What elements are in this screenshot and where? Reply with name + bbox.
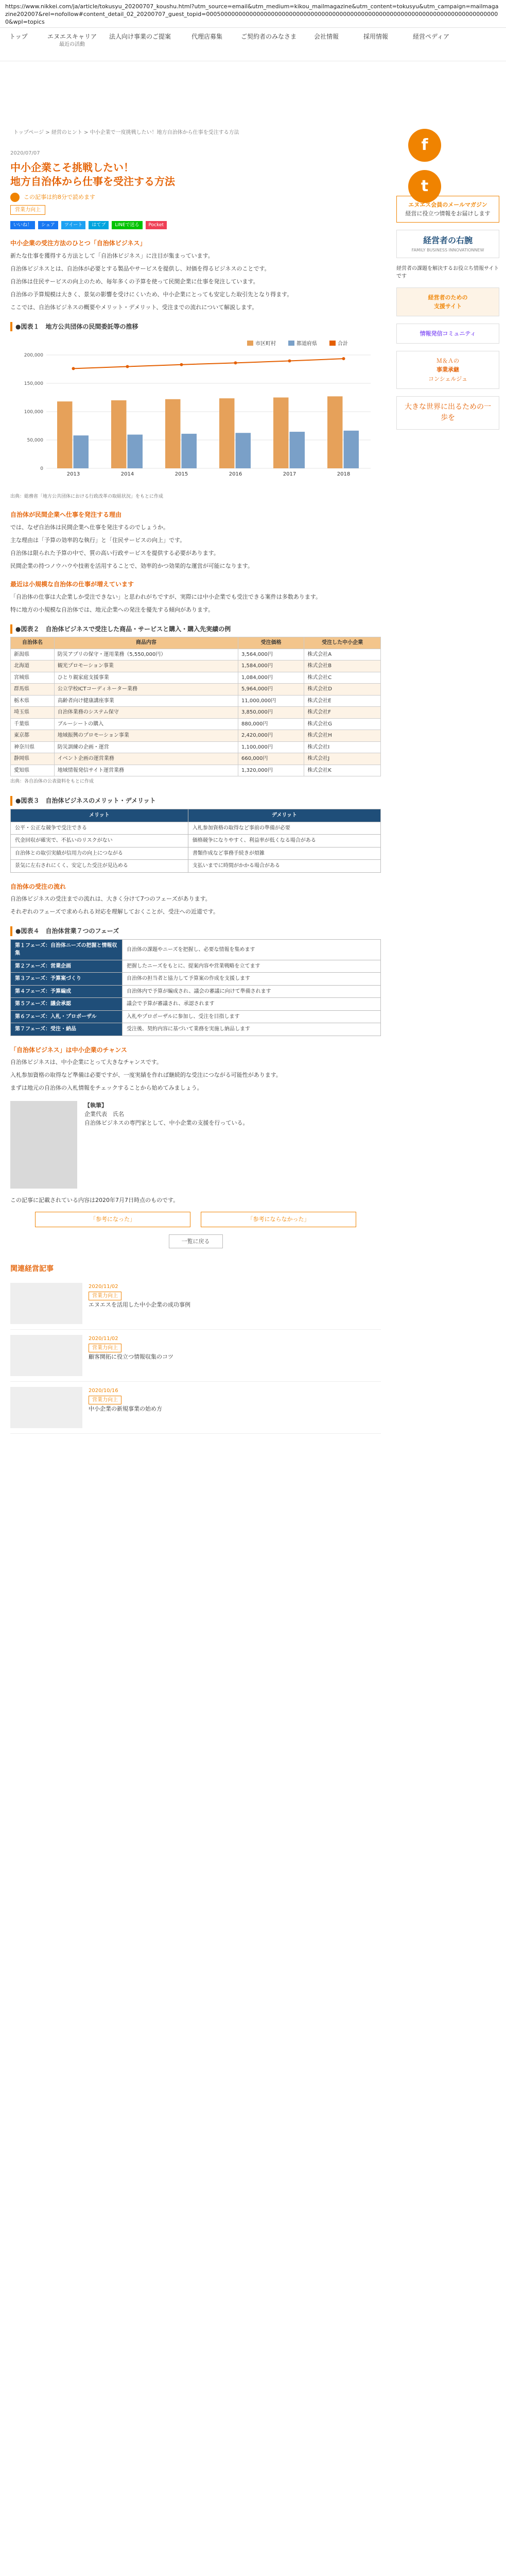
section-heading: 自治体の受注の流れ	[10, 883, 66, 890]
table-cell: 群馬県	[11, 684, 55, 696]
table-cell: 株式会社B	[304, 660, 381, 672]
table-row	[11, 649, 381, 660]
back-row	[10, 1234, 381, 1248]
related-thumbnail	[10, 1335, 82, 1376]
merit-header: メリット	[11, 809, 188, 822]
related-tag[interactable]: 営業力向上	[89, 1396, 121, 1405]
article	[10, 149, 381, 1434]
title-line-2: 地方自治体から仕事を受注する方法	[10, 175, 175, 188]
table-cell: 2,420,000円	[238, 730, 304, 742]
support-line-2: 支援サイト	[433, 303, 462, 310]
share-button[interactable]: シェア	[38, 221, 58, 229]
table-note: 出典：各自治体の公表資料をもとに作成	[10, 779, 94, 785]
phase-desc: 把握したニーズをもとに、提案内容や営業戦略を立てます	[123, 960, 381, 973]
related-item[interactable]	[10, 1382, 381, 1434]
line-point	[126, 365, 129, 368]
line-point	[342, 358, 345, 361]
table-cell: 株式会社A	[304, 649, 381, 660]
twitter-icon[interactable]: t	[408, 170, 441, 203]
nav-item-label: 会社情報	[314, 33, 339, 40]
nav-item-recruit[interactable]	[363, 33, 388, 41]
related-date: 2020/11/02	[89, 1284, 118, 1290]
table-cell: 観光プロモーション事業	[54, 660, 238, 672]
table-row	[11, 730, 381, 742]
mail-magazine-banner[interactable]	[396, 196, 499, 223]
reading-time	[10, 193, 381, 202]
paragraph: 特に地方の小規模な自治体では、地元企業への発注を優先する傾向があります。	[10, 606, 214, 613]
partner-title: 経営者の右腕	[423, 235, 473, 246]
table-cell: 1,100,000円	[238, 741, 304, 753]
nav-item-label: 代理店募集	[191, 33, 223, 40]
chart-note: 出典：総務省「地方公共団体における行政改革の取組状況」をもとに作成	[10, 494, 164, 500]
demerit-item: 書類作成など事務手続きが煩雑	[188, 847, 380, 860]
bottom-banner[interactable]: 大きな世界に出るための一歩を	[396, 396, 499, 430]
bar	[273, 398, 289, 469]
paragraph: ここでは、自治体ビジネスの概要やメリット・デメリット、受注までの流れについて解説します。	[10, 303, 258, 311]
related-title[interactable]: 顧客開拓に役立つ情報収集のコツ	[89, 1353, 173, 1361]
bar	[128, 435, 143, 468]
related-title[interactable]: エヌエスを活用した中小企業の成功事例	[89, 1301, 190, 1309]
related-item[interactable]	[10, 1330, 381, 1382]
table-header: 商品内容	[54, 637, 238, 649]
support-line-1: 経営者のための	[428, 294, 468, 301]
paragraph: それぞれのフェーズで求められる対応を理解しておくことが、受注への近道です。	[10, 908, 219, 916]
table-cell: 東京都	[11, 730, 55, 742]
paragraph: 自治体は限られた予算の中で、質の高い行政サービスを提供する必要があります。	[10, 550, 219, 557]
table-cell: 1,084,000円	[238, 672, 304, 684]
page-title	[10, 161, 381, 189]
related-thumbnail	[10, 1387, 82, 1428]
table-cell: 株式会社F	[304, 707, 381, 719]
related-tag[interactable]: 営業力向上	[89, 1292, 121, 1301]
support-site-banner[interactable]	[396, 287, 499, 316]
table-cell: ブルーシートの購入	[54, 718, 238, 730]
paragraph: 自治体ビジネスとは、自治体が必要とする製品やサービスを提供し、対価を得るビジネスのことです。	[10, 265, 270, 272]
nav-item-sub: 最近の活動	[59, 41, 85, 47]
table-cell: 新潟県	[11, 649, 55, 660]
not-helpful-button[interactable]: 「参考にならなかった」	[201, 1212, 356, 1227]
y-tick-label: 100,000	[24, 410, 43, 415]
author-block	[10, 1101, 381, 1189]
related-tag[interactable]: 営業力向上	[89, 1344, 121, 1353]
ma-line-2: 事業承継	[437, 366, 459, 374]
line-point	[288, 360, 291, 363]
table-row	[11, 741, 381, 753]
related-title[interactable]: 中小企業の新規事業の始め方	[89, 1405, 162, 1413]
pocket-button[interactable]: Pocket	[146, 221, 167, 229]
merit-table	[10, 809, 381, 873]
table-title: ●図表３ 自治体ビジネスのメリット・デメリット	[10, 796, 381, 806]
table-row	[11, 660, 381, 672]
paragraph: まずは地元の自治体の入札情報をチェックすることから始めてみましょう。	[10, 1084, 203, 1092]
table-cell: 1,320,000円	[238, 765, 304, 776]
paragraph: 主な理由は「予算の効率的な執行」と「住民サービスの向上」です。	[10, 537, 186, 544]
section-heading: 最近は小規模な自治体の仕事が増えています	[10, 581, 134, 588]
helpful-button[interactable]: 「参考になった」	[35, 1212, 190, 1227]
legend-swatch	[288, 341, 294, 346]
author-name: 企業代表 氏名	[84, 1110, 124, 1117]
phase-desc: 自治体の課題やニーズを把握し、必要な情報を集めます	[123, 939, 381, 960]
related-list	[10, 1278, 381, 1434]
phase-label: 第６フェーズ：入札・プロポーザル	[11, 1010, 123, 1023]
table-cell: 公立学校ICTコーディネーター業務	[54, 684, 238, 696]
table-cell: 防災訓練の企画・運営	[54, 741, 238, 753]
table-row	[11, 765, 381, 776]
related-heading: 関連経営記事	[10, 1264, 54, 1273]
paragraph: 新たな仕事を獲得する方法として「自治体ビジネス」に注目が集まっています。	[10, 252, 214, 259]
line-point	[72, 367, 75, 370]
phase-label: 第２フェーズ：営業企画	[11, 960, 123, 973]
bar	[57, 402, 73, 469]
reading-time-text: この記事は約8分で読めます	[24, 193, 95, 200]
ma-line-1: Ｍ＆Ａの	[437, 358, 459, 365]
phase-label: 第３フェーズ：予算案づくり	[11, 973, 123, 986]
bar	[236, 433, 251, 469]
nav-item-top[interactable]	[9, 33, 28, 41]
x-tick-label: 2015	[175, 471, 188, 478]
table-title: ●図表２ 自治体ビジネスで受注した商品・サービスと購入・購入先実績の例	[10, 624, 381, 634]
x-tick-label: 2014	[120, 471, 134, 478]
bar	[165, 399, 181, 468]
bar	[327, 397, 343, 469]
table-cell: 11,000,000円	[238, 695, 304, 707]
nav-item-label: 法人向け事業のご提案	[109, 33, 171, 40]
related-item[interactable]	[10, 1278, 381, 1330]
phase-row	[11, 973, 381, 986]
x-tick-label: 2016	[229, 471, 242, 478]
table-header: 受注価格	[238, 637, 304, 649]
table-cell: 栃木県	[11, 695, 55, 707]
x-tick-label: 2017	[283, 471, 296, 478]
merit-item: 公平・公正な競争で受注できる	[11, 822, 188, 835]
legend-label: 合計	[338, 341, 348, 347]
address-bar[interactable]: https://www.nikkei.com/ja/article/tokusyu_20200707_koushu.html?utm_source=email&utm_medium=kikou_mailmagazine&utm_content=tokusyu&utm_campaign=mailmagazine202007&rel=nofollow#content_detail_02_20200707_guest_topid=0005000000000000000000000000000000000000000000000000000000000000000000000000000000&wpl=topics	[0, 0, 506, 28]
bar-chart	[10, 334, 381, 489]
table-row	[11, 684, 381, 696]
table-cell: 自治体業務のシステム保守	[54, 707, 238, 719]
table-row	[11, 672, 381, 684]
paragraph: 自治体の予算規模は大きく、景気の影響を受けにくいため、中小企業にとっても安定した取引先となり得ます。	[10, 291, 293, 298]
phase-row	[11, 939, 381, 960]
clock-icon	[10, 193, 20, 202]
table-cell: 宮城県	[11, 672, 55, 684]
demerit-item: 価格競争になりやすく、利益率が低くなる場合がある	[188, 835, 380, 848]
table-cell: 株式会社J	[304, 753, 381, 765]
table-row	[11, 707, 381, 719]
ma-banner[interactable]	[396, 351, 499, 388]
table-cell: 静岡県	[11, 753, 55, 765]
table-cell: 株式会社D	[304, 684, 381, 696]
bar	[219, 399, 235, 469]
nav-item-label: 経営ペディア	[413, 33, 450, 40]
paragraph: 入札参加資格の取得など準備は必要ですが、一度実績を作れば継続的な受注につながる可能性があります。	[10, 1072, 282, 1079]
table-row	[11, 718, 381, 730]
footer-note: この記事に記載されている内容は2020年7月7日時点のものです。	[10, 1196, 179, 1204]
table-cell: 北海道	[11, 660, 55, 672]
table-cell: 防災アプリの保守・運用業務（5,550,000円）	[54, 649, 238, 660]
phase-label: 第５フェーズ：議会承認	[11, 998, 123, 1011]
community-text: 情報発信コミュニティ	[420, 330, 476, 337]
nav-item-corporate[interactable]	[109, 33, 171, 41]
table-cell: イベント企画の運営業務	[54, 753, 238, 765]
demerit-item: 入札参加資格の取得など事前の準備が必要	[188, 822, 380, 835]
partner-text: 経営者の課題を解決するお役立ち情報サイトです	[396, 266, 499, 279]
phase-row	[11, 1023, 381, 1036]
bar	[344, 431, 359, 468]
line-point	[234, 362, 237, 365]
related-date: 2020/11/02	[89, 1336, 118, 1342]
y-tick-label: 50,000	[27, 438, 43, 444]
phase-table	[10, 939, 381, 1036]
hatena-button[interactable]: はてブ	[89, 221, 109, 229]
x-tick-label: 2018	[337, 471, 351, 478]
nav-item-customers[interactable]	[241, 33, 296, 41]
demerit-item: 支払いまでに時間がかかる場合がある	[188, 860, 380, 873]
related-date: 2020/10/16	[89, 1388, 118, 1394]
table-header: 受注した中小企業	[304, 637, 381, 649]
table-row	[11, 753, 381, 765]
mail-title: エヌエス会員のメールマガジン	[408, 201, 487, 208]
author-label: 【執筆】	[84, 1101, 107, 1109]
table-cell: 株式会社K	[304, 765, 381, 776]
nav-item-label: 採用情報	[363, 33, 389, 40]
publish-date: 2020/07/07	[10, 150, 40, 156]
phase-row	[11, 998, 381, 1011]
y-tick-label: 200,000	[24, 353, 43, 359]
table-cell: 5,964,000円	[238, 684, 304, 696]
phase-desc: 入札やプロポーザルに参加し、受注を目指します	[123, 1010, 381, 1023]
table-cell: 株式会社H	[304, 730, 381, 742]
table-cell: 3,564,000円	[238, 649, 304, 660]
ma-line-3: コンシェルジュ	[428, 375, 467, 382]
legend-label: 市区町村	[255, 341, 276, 347]
sidebar	[396, 196, 499, 437]
title-line-1: 中小企業こそ挑戦したい！	[10, 161, 134, 174]
nav-item-pedia[interactable]	[413, 33, 449, 41]
table-cell: 1,584,000円	[238, 660, 304, 672]
back-button[interactable]: 一覧に戻る	[169, 1234, 223, 1248]
table-cell: 660,000円	[238, 753, 304, 765]
legend-swatch	[329, 341, 336, 346]
table-cell: 株式会社C	[304, 672, 381, 684]
table-cell: 地域振興のプロモーション事業	[54, 730, 238, 742]
nav-item-label: ご契約者のみなさま	[241, 33, 297, 40]
author-photo	[10, 1101, 77, 1189]
bar	[290, 432, 305, 468]
demerit-header: デメリット	[188, 809, 380, 822]
legend-label: 都道府県	[296, 341, 317, 347]
community-banner[interactable]	[396, 324, 499, 344]
table-cell: 株式会社G	[304, 718, 381, 730]
paragraph: 自治体ビジネスは、中小企業にとって大きなチャンスです。	[10, 1059, 162, 1066]
phase-row	[11, 1010, 381, 1023]
related-thumbnail	[10, 1283, 82, 1324]
order-table	[10, 637, 381, 776]
merit-item: 景気に左右されにくく、安定した受注が見込める	[11, 860, 188, 873]
paragraph: では、なぜ自治体は民間企業へ仕事を発注するのでしょうか。	[10, 524, 169, 531]
table-cell: 地域情報発信サイト運営業務	[54, 765, 238, 776]
partner-sub: FAMILY BUSINESS INNOVATIONNEW	[411, 247, 484, 252]
table-cell: 株式会社E	[304, 695, 381, 707]
paragraph: 「自治体の仕事は大企業しか受注できない」と思われがちですが、実際には中小企業でも受注できる案件は多数あります。	[10, 593, 322, 600]
y-tick-label: 0	[40, 466, 43, 472]
merit-item: 代金回収が確実で、不払いのリスクがない	[11, 835, 188, 848]
legend-swatch	[247, 341, 253, 346]
mail-text: 経営に役立つ情報をお届けします	[405, 210, 491, 217]
author-bio: 自治体ビジネスの専門家として、中小企業の支援を行っている。	[84, 1119, 249, 1126]
table-cell: 神奈川県	[11, 741, 55, 753]
section-heading: 「自治体ビジネス」は中小企業のチャンス	[10, 1046, 127, 1054]
x-tick-label: 2013	[66, 471, 80, 478]
phase-label: 第４フェーズ：予算編成	[11, 985, 123, 998]
bar	[182, 434, 197, 468]
line-button[interactable]: LINEで送る	[112, 221, 142, 229]
breadcrumb: トップページ > 経営のヒント > 中小企業で一度挑戦したい！地方自治体から仕事を受注する方法	[13, 130, 239, 135]
series-line	[74, 359, 344, 369]
y-tick-label: 150,000	[24, 381, 43, 387]
table-cell: 880,000円	[238, 718, 304, 730]
paragraph: 自治体ビジネスの受注までの流れは、大きく分けて7つのフェーズがあります。	[10, 895, 211, 903]
merit-item: 自治体との取引実績が信用力の向上につながる	[11, 847, 188, 860]
paragraph: 民間企業の持つノウハウや技術を活用することで、効率的かつ効果的な運営が可能になります。	[10, 563, 253, 570]
category-tag[interactable]: 営業力向上	[10, 205, 45, 215]
share-buttons	[10, 221, 381, 229]
like-button[interactable]: いいね！	[10, 221, 35, 229]
nav-item-agency[interactable]	[191, 33, 222, 41]
table-row	[11, 695, 381, 707]
phase-desc: 自治体内で予算が編成され、議会の審議に向けて準備されます	[123, 985, 381, 998]
table-title: ●図表４ 自治体営業７つのフェーズ	[10, 926, 381, 936]
table-cell: 3,850,000円	[238, 707, 304, 719]
phase-desc: 議会で予算が審議され、承認されます	[123, 998, 381, 1011]
table-cell: ひとり親家庭支援事業	[54, 672, 238, 684]
section-heading: 自治体が民間企業へ仕事を発注する理由	[10, 511, 122, 519]
nav-item-label: エヌエスキャリア	[47, 33, 97, 40]
tweet-button[interactable]: ツイート	[61, 221, 86, 229]
paragraph: 自治体は住民サービスの向上のため、毎年多くの予算を使って民間企業に仕事を発注しています。	[10, 278, 259, 285]
line-point	[180, 363, 183, 366]
section-heading: 中小企業の受注方法のひとつ「自治体ビジネス」	[10, 240, 146, 247]
table-cell: 高齢者向け健康講座事業	[54, 695, 238, 707]
partner-banner[interactable]	[396, 230, 499, 258]
chart-title: ●図表１ 地方公共団体の民間委託等の推移	[10, 322, 381, 332]
phase-desc: 受注後、契約内容に基づいて業務を実施し納品します	[123, 1023, 381, 1036]
facebook-icon[interactable]: f	[408, 129, 441, 162]
phase-desc: 自治体の担当者と協力して予算案の作成を支援します	[123, 973, 381, 986]
nav-item-label: トップ	[9, 33, 28, 40]
phase-label: 第１フェーズ：自治体ニーズの把握と情報収集	[11, 939, 123, 960]
bar	[111, 400, 127, 468]
phase-label: 第７フェーズ：受注・納品	[11, 1023, 123, 1036]
table-cell: 埼玉県	[11, 707, 55, 719]
table-cell: 千葉県	[11, 718, 55, 730]
feedback-buttons	[10, 1212, 381, 1227]
bar	[74, 436, 89, 469]
nav-item-company[interactable]	[314, 33, 339, 41]
table-cell: 愛知県	[11, 765, 55, 776]
top-navigation	[0, 29, 506, 61]
table-header: 自治体名	[11, 637, 55, 649]
phase-row	[11, 960, 381, 973]
table-cell: 株式会社I	[304, 741, 381, 753]
phase-row	[11, 985, 381, 998]
nav-item-career[interactable]	[47, 33, 97, 48]
